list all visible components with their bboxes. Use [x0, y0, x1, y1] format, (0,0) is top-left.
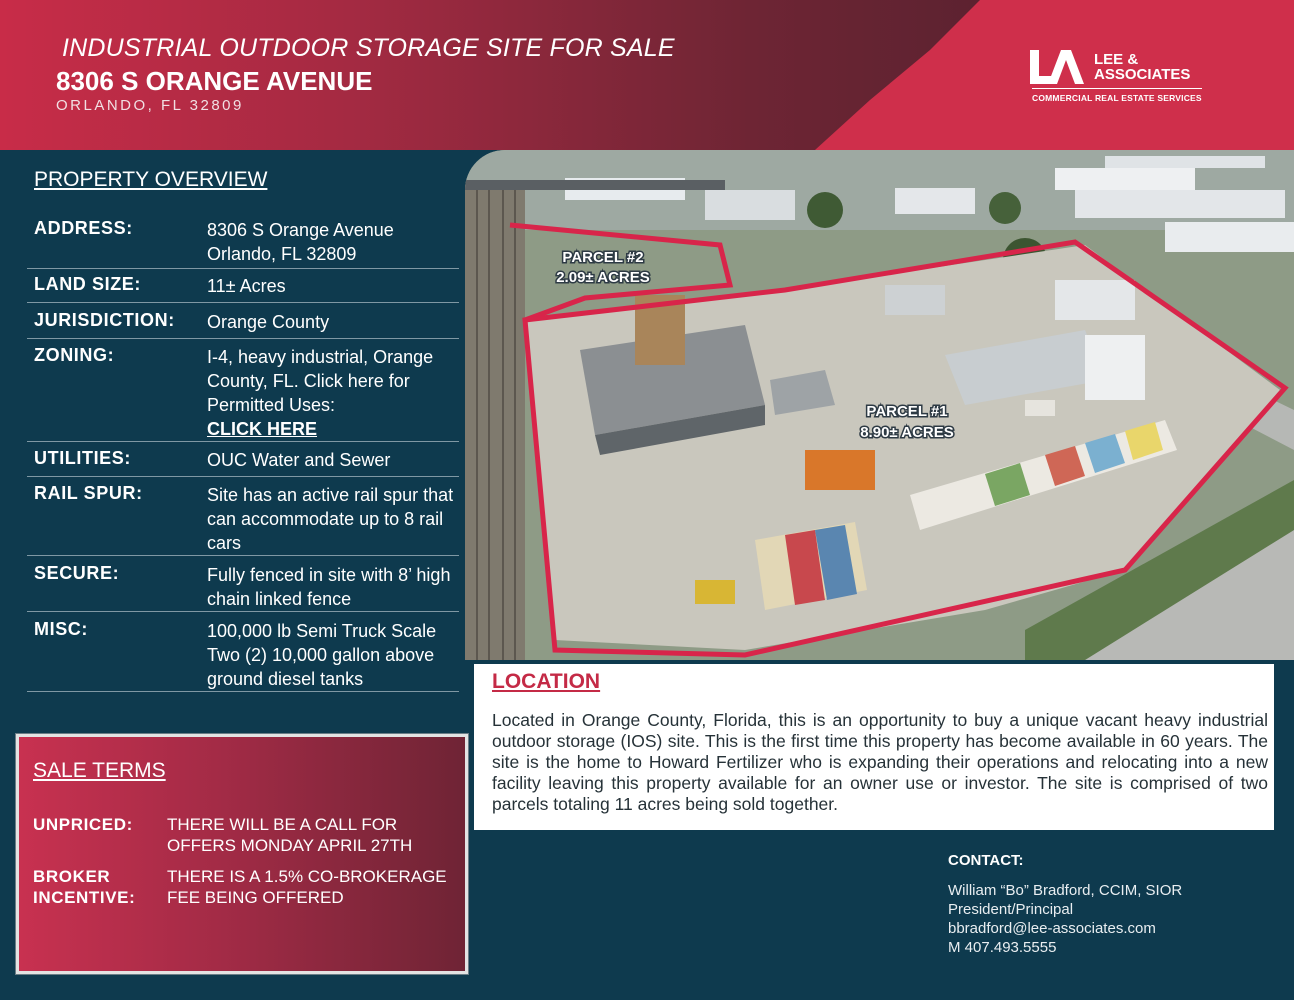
logo-company-name: LEE & ASSOCIATES: [1094, 51, 1191, 83]
property-overview-panel: [0, 150, 500, 715]
location-title: LOCATION: [492, 670, 601, 693]
listing-city: ORLANDO, FL 32809: [56, 97, 244, 114]
location-section: [474, 664, 1274, 830]
listing-title: 8306 S ORANGE AVENUE: [56, 66, 373, 96]
aerial-illustration: [465, 150, 1294, 660]
secure-label: SECURE:: [34, 563, 120, 583]
address-label: ADDRESS:: [34, 218, 133, 238]
misc-label: MISC:: [34, 619, 88, 639]
overview-row-misc: [27, 619, 459, 692]
aerial-site-photo: [465, 150, 1294, 660]
jurisdiction-label: JURISDICTION:: [34, 310, 175, 330]
overview-row-zoning: [27, 345, 459, 442]
contact-block: [948, 852, 1268, 957]
overview-row-utilities: [27, 448, 459, 477]
jurisdiction-value: Orange County: [207, 312, 330, 332]
logo-tagline: COMMERCIAL REAL ESTATE SERVICES: [1032, 88, 1202, 103]
zoning-label: ZONING:: [34, 345, 115, 365]
land-size-label: LAND SIZE:: [34, 274, 141, 294]
sale-terms-box: [16, 734, 468, 974]
contact-heading: CONTACT:: [948, 852, 1024, 869]
parcel-1-name: PARCEL #1: [866, 403, 948, 420]
land-size-value: 11± Acres: [207, 276, 286, 296]
zoning-text: I-4, heavy industrial, Orange County, FL. Click here for Permitted Uses:: [207, 347, 434, 415]
overview-row-land-size: [27, 274, 459, 303]
utilities-label: UTILITIES:: [34, 448, 131, 468]
overview-row-secure: [27, 563, 459, 612]
parcel-2-name: PARCEL #2: [562, 249, 644, 266]
overview-title: PROPERTY OVERVIEW: [34, 168, 268, 191]
broker-incentive-value: THERE IS A 1.5% CO-BROKERAGE FEE BEING OFFERED: [167, 867, 447, 907]
address-value: 8306 S Orange Avenue Orlando, FL 32809: [207, 220, 394, 264]
rail-spur-label: RAIL SPUR:: [34, 483, 143, 503]
contact-name: William “Bo” Bradford, CCIM, SIOR: [948, 882, 1183, 899]
header-banner: [0, 0, 1294, 150]
unpriced-value: THERE WILL BE A CALL FOR OFFERS MONDAY APRIL 27TH: [167, 815, 413, 855]
misc-value: 100,000 lb Semi Truck Scale Two (2) 10,000 gallon above ground diesel tanks: [207, 621, 437, 689]
contact-role: President/Principal: [948, 901, 1074, 918]
la-logo-mark-icon: [1030, 50, 1088, 84]
parcel-1-size: 8.90± ACRES: [860, 424, 954, 441]
parcel-2-size: 2.09± ACRES: [556, 269, 650, 286]
location-description: Located in Orange County, Florida, this is an opportunity to buy a unique vacant heavy industrial outdoor storage (IOS) site. This is the first time this property has become available in 60 years. The site is the home to Howard Fertilizer who is expanding their operations and relocating into a new facility leaving this property available for an owner use or investor. The site is comprised of two parcels totaling 11 acres being sold together.: [492, 710, 1268, 814]
sale-terms-title: SALE TERMS: [33, 759, 166, 782]
broker-incentive-label: BROKER INCENTIVE:: [33, 867, 136, 907]
company-logo[interactable]: [1030, 48, 1210, 108]
secure-value: Fully fenced in site with 8’ high chain linked fence: [207, 565, 451, 609]
overview-row-rail-spur: [27, 483, 459, 556]
permitted-uses-link[interactable]: CLICK HERE: [207, 419, 318, 439]
listing-kicker: INDUSTRIAL OUTDOOR STORAGE SITE FOR SALE: [62, 34, 675, 62]
unpriced-label: UNPRICED:: [33, 815, 133, 834]
zoning-value: [207, 345, 465, 441]
contact-phone[interactable]: M 407.493.5555: [948, 939, 1057, 956]
utilities-value: OUC Water and Sewer: [207, 450, 391, 470]
contact-email-link[interactable]: bbradford@lee-associates.com: [948, 920, 1156, 937]
rail-spur-value: Site has an active rail spur that can accommodate up to 8 rail cars: [207, 485, 454, 553]
overview-row-address: [27, 218, 459, 269]
overview-row-jurisdiction: [27, 310, 459, 339]
